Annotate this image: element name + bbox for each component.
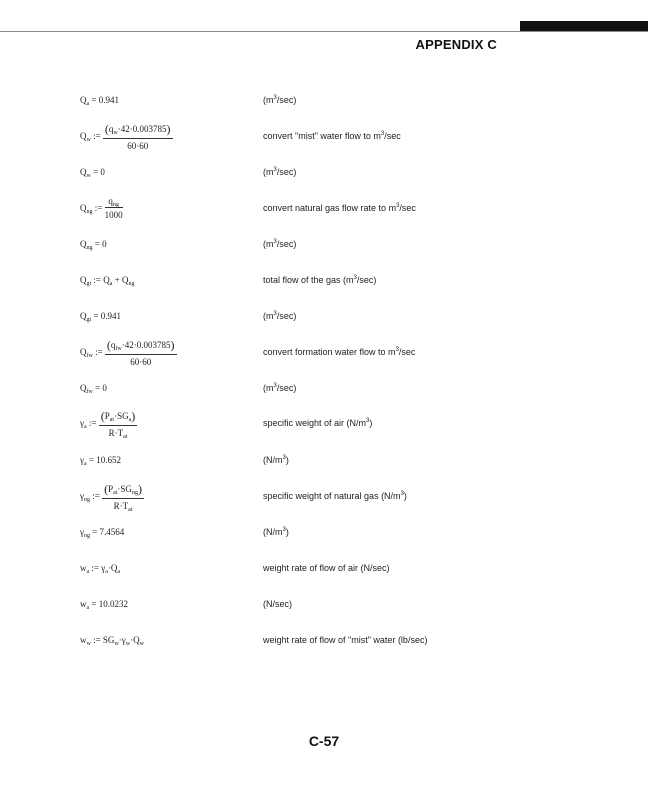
equation: $\gamma_a = 10.652$ (80, 455, 121, 467)
equation-description: convert natural gas flow rate to $m^3/\sec$ (263, 203, 416, 213)
equation-description: $(N/m^3)$ (263, 455, 289, 465)
equation-description: convert formation water flow to $m^3/\sec$ (263, 347, 416, 357)
equation-description: $(N/m^3)$ (263, 527, 289, 537)
page-header: APPENDIX C (415, 37, 497, 52)
equation-description: specific weight of air $(N/m^3)$ (263, 418, 373, 428)
equation-description: $(m^3/\sec)$ (263, 383, 297, 393)
page-number: C-57 (308, 733, 340, 749)
equation: $w_a$ := $\gamma_a\cdot Q_a$ (80, 563, 121, 575)
equation-description: $(m^3/\sec)$ (263, 95, 297, 105)
equation: $Q_{gt}$ := $Q_a + Q_{ng}$ (80, 275, 135, 287)
equation: $w_w$ := $SG_w\cdot\gamma_w\cdot Q_w$ (80, 635, 144, 647)
equation: $Q_{fw}$ := $\frac{(q_{fw}\cdot 42\cdot 0.003785)}{60\cdot 60}$ (80, 337, 175, 367)
equation: $Q_a = 0.941$ (80, 95, 119, 107)
equation: $Q_{fw} = 0$ (80, 383, 107, 395)
equation: $\gamma_{ng} = 7.4564$ (80, 527, 125, 539)
equation: $Q_w$ := $\frac{(q_w\cdot 42\cdot 0.003785)}{60\cdot 60}$ (80, 121, 171, 151)
equation-description: $(m^3/\sec)$ (263, 239, 297, 249)
equation-description: total flow of the gas $(m^3/\sec)$ (263, 275, 377, 285)
equation: $Q_{ng} = 0$ (80, 239, 107, 251)
equation: $w_a = 10.0232$ (80, 599, 128, 611)
header-rule (0, 31, 648, 32)
equation: $\gamma_a$ := $\frac{(P_{at}\cdot SG_a)}{R\cdot T_{at}}$ (80, 408, 136, 440)
equation-description: convert "mist" water flow to $m^3/\sec$ (263, 131, 401, 141)
equation-description: (N/sec) (263, 599, 292, 609)
header-bar (520, 21, 648, 31)
equation: $Q_{ng}$ := $\frac{q_{ng}}{1000}$ (80, 196, 123, 220)
equation-description: weight rate of flow of air (N/sec) (263, 563, 390, 573)
equation: $\gamma_{ng}$ := $\frac{(P_{at}\cdot SG_{ng})}{R\cdot T_{at}}$ (80, 481, 142, 513)
equation-description: specific weight of natural gas $(N/m^3)$ (263, 491, 407, 501)
equation-description: $(m^3/\sec)$ (263, 167, 297, 177)
equation-description: weight rate of flow of "mist" water (lb/sec) (263, 635, 428, 645)
equation-description: $(m^3/\sec)$ (263, 311, 297, 321)
equation: $Q_{gt} = 0.941$ (80, 311, 121, 323)
equation: $Q_w = 0$ (80, 167, 105, 179)
